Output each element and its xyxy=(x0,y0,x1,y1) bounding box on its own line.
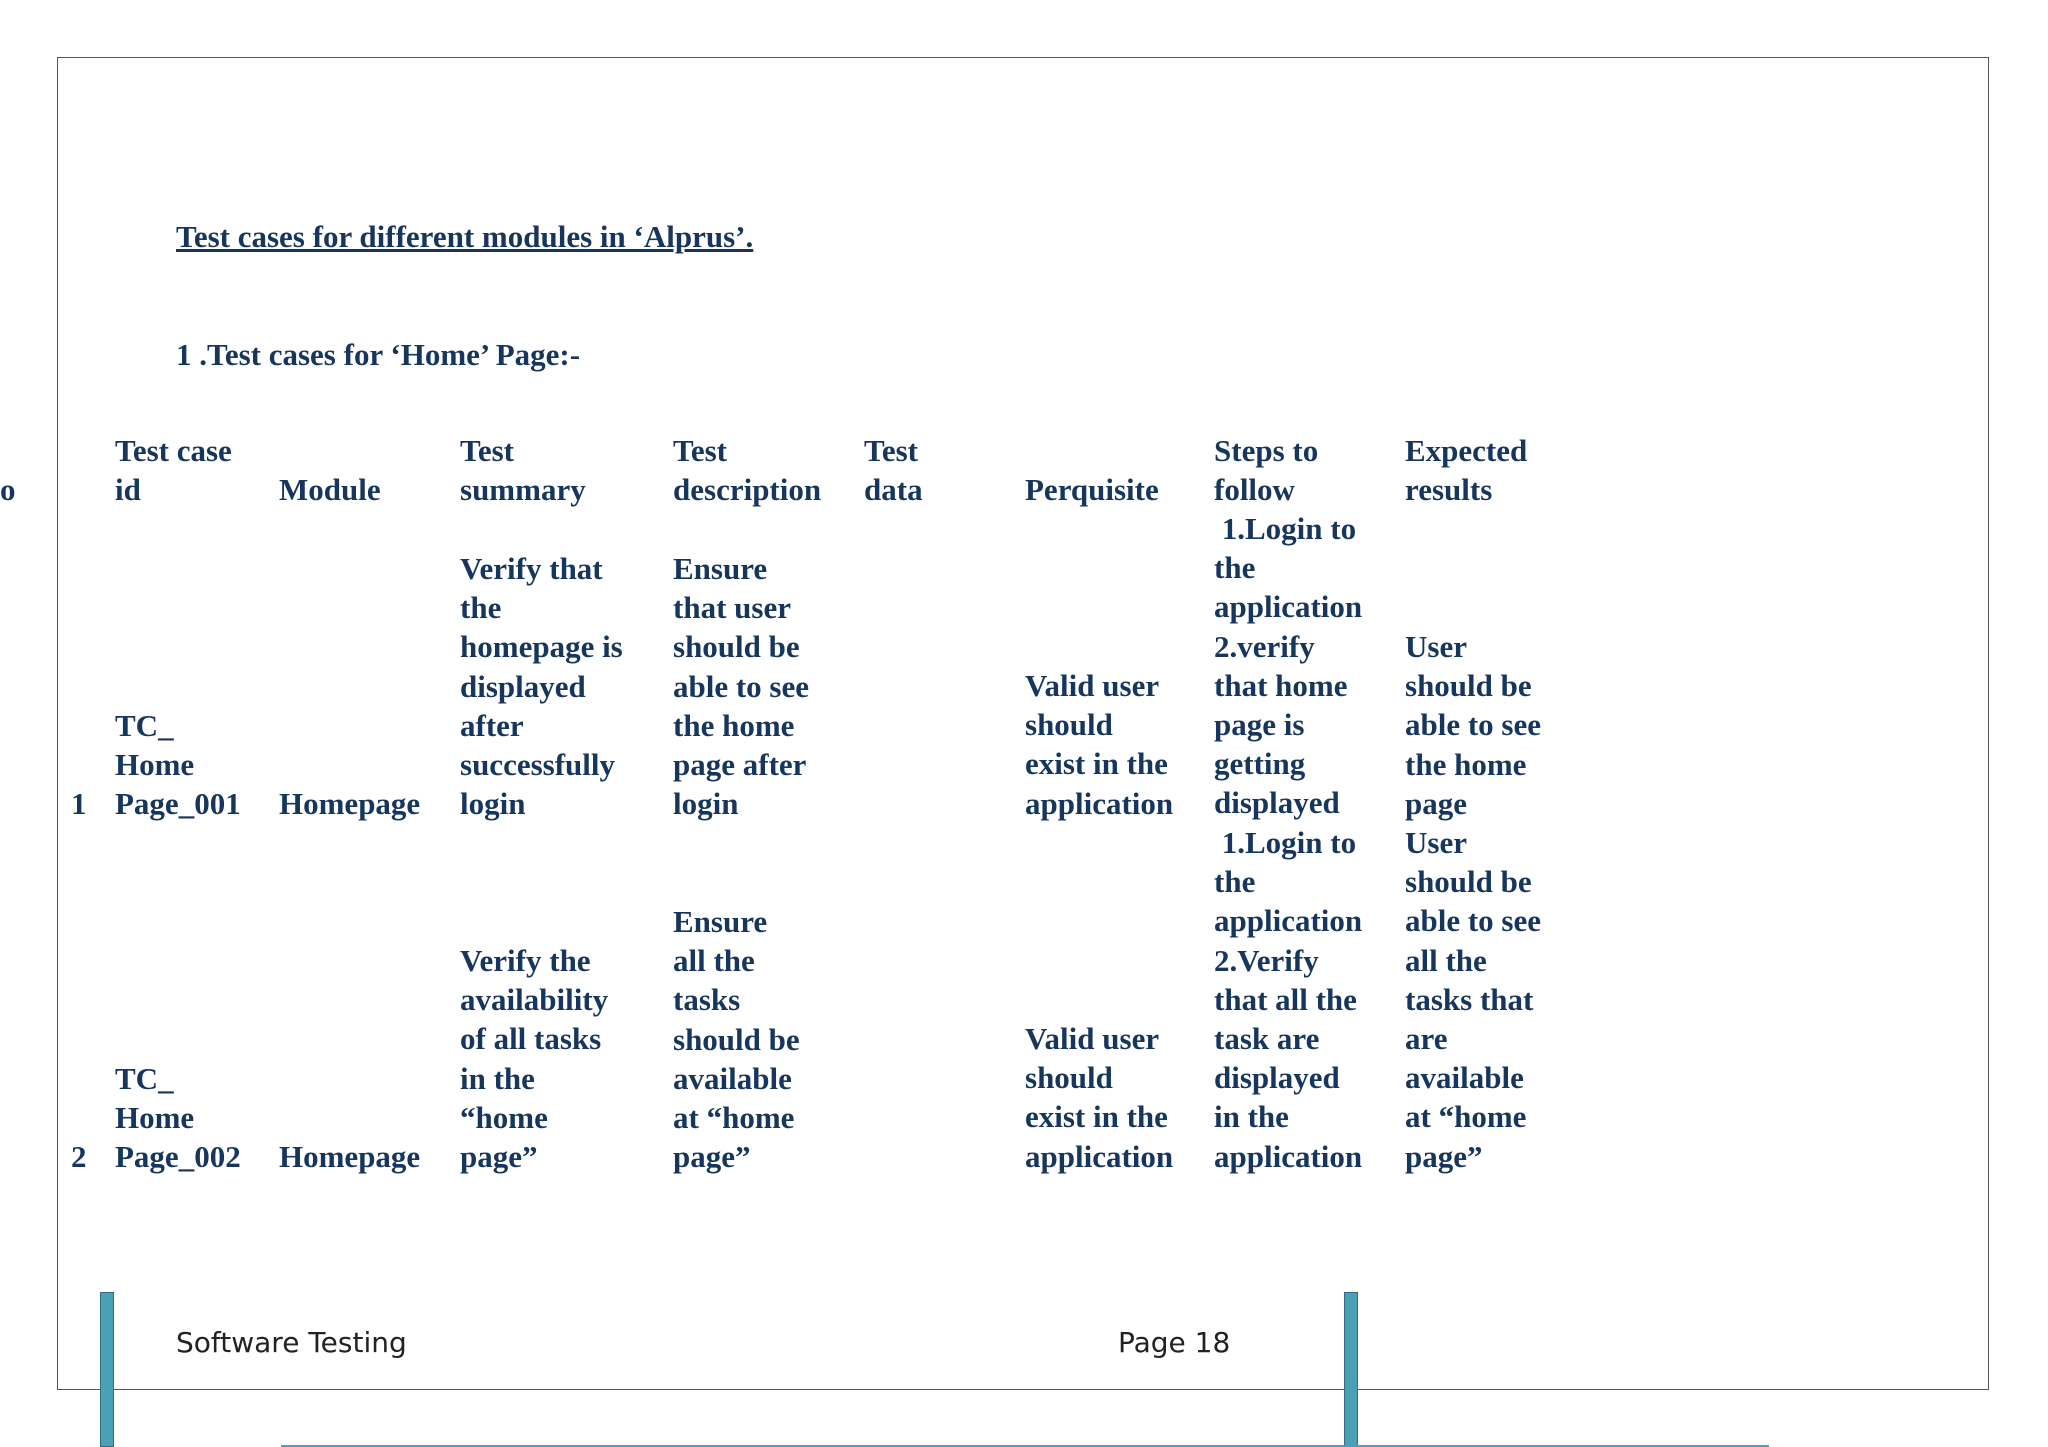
row-2-no: 2 xyxy=(71,1139,87,1174)
row-1-no: 1 xyxy=(71,786,87,821)
row-2-module: Homepage xyxy=(279,1139,421,1174)
document-heading: Test cases for different modules in ‘Alprus’. xyxy=(176,219,754,254)
row-1-test-description: Ensure that user should be able to see the home page after login xyxy=(673,551,810,822)
footer-left-accent-bar xyxy=(100,1292,114,1447)
row-1-expected-results: User should be able to see the home page xyxy=(1405,629,1542,821)
footer-right-accent-bar xyxy=(1344,1292,1358,1447)
header-steps: Steps to follow xyxy=(1214,433,1319,508)
row-2-expected-results: User should be able to see all the tasks that are available at “home page” xyxy=(1405,825,1542,1174)
row-2-test-summary: Verify the availability of all tasks in the “home page” xyxy=(460,943,609,1175)
header-test-summary: Test summary xyxy=(460,433,586,508)
header-module: Module xyxy=(279,472,381,507)
row-2-test-description: Ensure all the tasks should be available at “home page” xyxy=(673,904,800,1175)
row-2-steps: 1.Login to the application 2.Verify that all the task are displayed in the application xyxy=(1214,825,1363,1174)
header-test-description: Test description xyxy=(673,433,822,508)
header-test-data: Test data xyxy=(864,433,923,508)
row-1-module: Homepage xyxy=(279,786,421,821)
row-1-test-summary: Verify that the homepage is displayed after successfully login xyxy=(460,551,623,822)
header-no: o xyxy=(0,472,16,507)
row-2-prerequisite: Valid user should exist in the application xyxy=(1025,1021,1174,1174)
row-1-test-case-id: TC_ Home Page_001 xyxy=(115,708,241,822)
page-number: Page 18 xyxy=(1118,1326,1231,1359)
footer-title: Software Testing xyxy=(176,1326,407,1359)
row-2-test-case-id: TC_ Home Page_002 xyxy=(115,1061,241,1175)
section-heading: 1 .Test cases for ‘Home’ Page:- xyxy=(176,337,581,372)
header-prerequisite: Perquisite xyxy=(1025,472,1159,507)
row-1-steps: 1.Login to the application 2.verify that home page is getting displayed xyxy=(1214,511,1363,821)
page-border xyxy=(57,57,1989,1390)
header-test-case-id: Test case id xyxy=(115,433,232,508)
header-expected-results: Expected results xyxy=(1405,433,1528,508)
row-1-prerequisite: Valid user should exist in the application xyxy=(1025,668,1174,821)
